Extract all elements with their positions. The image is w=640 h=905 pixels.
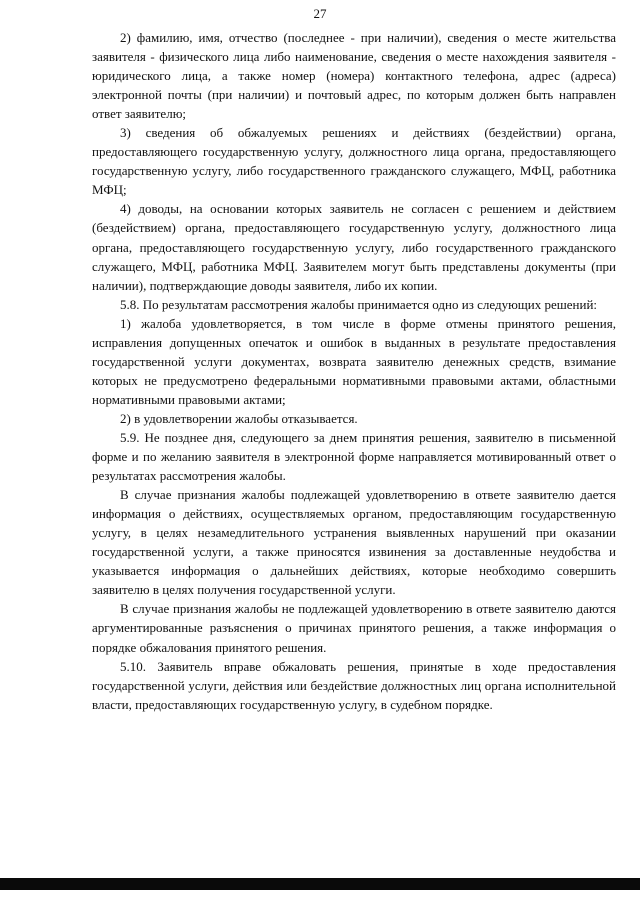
paragraph-complaint-satisfied-response: В случае признания жалобы подлежащей удовлетворению в ответе заявителю дается информация о действиях, осуществляемых органом, предоставляющим государственную услугу, в целях незамедлительного устранения выявленных нарушений при оказании государственной услуги, а также приносятся извинения за доставленные неудобства и указывается информация о дальнейших действиях, которые необходимо совершить заявителю в целях получения государственной услуги. [92, 487, 616, 598]
paragraph-section-5-9: 5.9. Не позднее дня, следующего за днем принятия решения, заявителю в письменной форме и по желанию заявителя в электронной форме направляется мотивированный ответ о результатах рассмотрения жалобы. [92, 429, 616, 484]
paragraph-applicant-details: 2) фамилию, имя, отчество (последнее - при наличии), сведения о месте жительства заявителя - физического лица либо наименование, сведения о месте нахождения заявителя - юридического лица, а также номер (номера) контактного телефона, адрес (адреса) электронной почты (при наличии) и почтовый адрес, по которым должен быть направлен ответ заявителю; [92, 30, 616, 122]
paragraph-complaint-rejected: 2) в удовлетворении жалобы отказывается. [120, 410, 358, 426]
paragraph-section-5-10: 5.10. Заявитель вправе обжаловать решения, принятые в ходе предоставления государственной услуги, действия или бездействие должностных лиц органа исполнительной власти, предоставляющих государственную услугу, в судебном порядке. [92, 658, 616, 712]
paragraph-complaint-satisfied: 1) жалоба удовлетворяется, в том числе в форме отмены принятого решения, исправления допущенных опечаток и ошибок в выданных в результате предоставления государственной услуги документах, возврата заявителю денежных средств, взимание которых не предусмотрено федеральными нормативными правовыми актами, областными нормативными правовыми актами; [92, 315, 616, 407]
paragraph-arguments: 4) доводы, на основании которых заявитель не согласен с решением и действием (бездействием) органа, предоставляющего государственную услугу, должностного лица органа, предоставляющего государственную услугу, либо государственного гражданского служащего, МФЦ, работника МФЦ. Заявителем могут быть представлены документы (при наличии), подтверждающие доводы заявителя, либо их копии. [92, 201, 616, 293]
paragraph-section-5-8: 5.8. По результатам рассмотрения жалобы принимается одно из следующих решений: [120, 296, 598, 312]
paragraph-complaint-rejected-response: В случае признания жалобы не подлежащей удовлетворению в ответе заявителю даются аргументированные разъяснения о причинах принятого решения, а также информация о порядке обжалования принятого решения. [92, 601, 616, 655]
page-number: 27 [313, 6, 327, 21]
scan-bottom-edge [0, 878, 640, 890]
paragraph-appealed-decisions: 3) сведения об обжалуемых решениях и действиях (бездействии) органа, предоставляющего государственную услугу, должностного лица органа, предоставляющего государственную услугу, либо государственного гражданского служащего, МФЦ, работника МФЦ; [92, 125, 616, 198]
document-body [92, 28, 616, 714]
